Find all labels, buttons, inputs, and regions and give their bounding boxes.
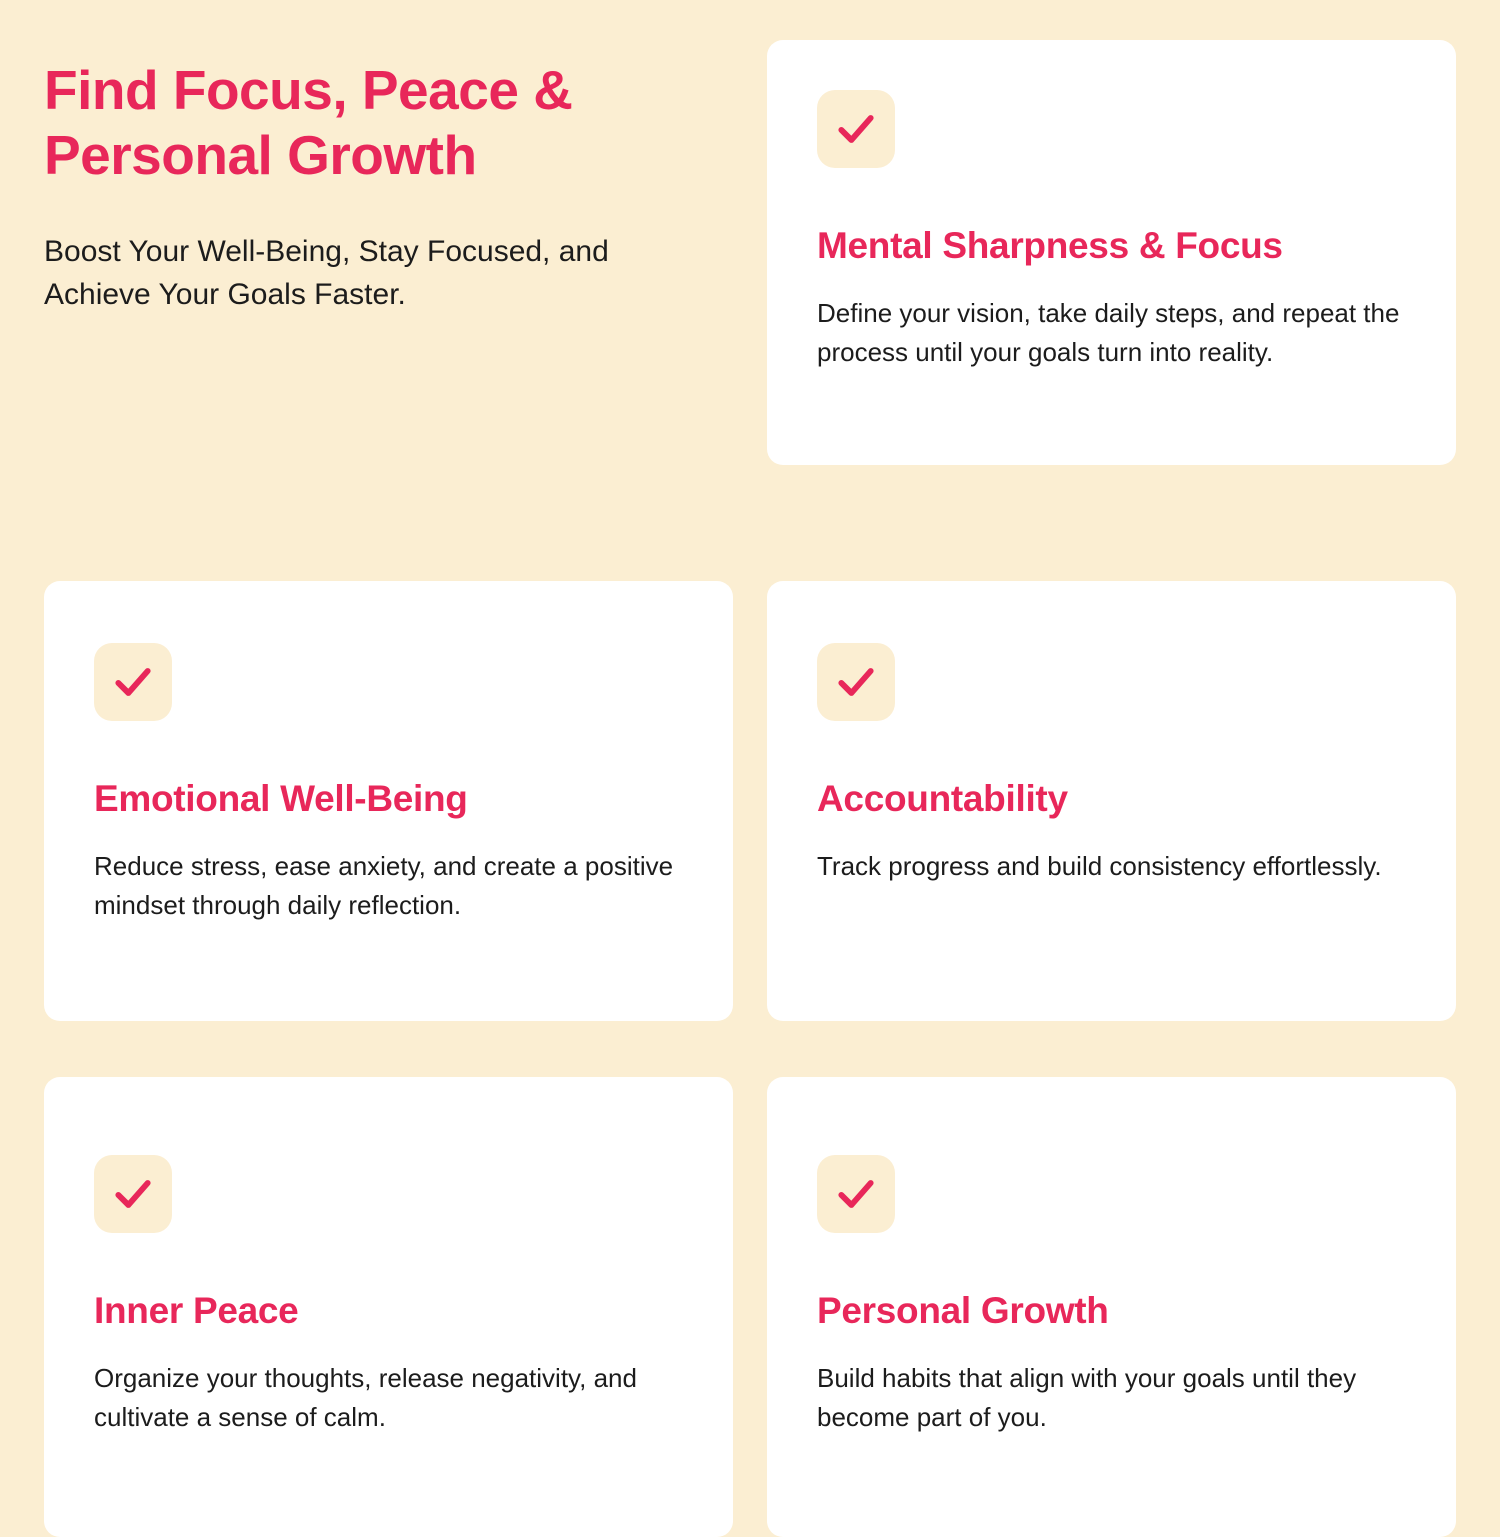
card-description: Track progress and build consistency effortlessly. bbox=[817, 851, 1382, 882]
benefit-card-accountability bbox=[767, 581, 1456, 1021]
card-description: Organize your thoughts, release negativity, and cultivate a sense of calm. bbox=[94, 1363, 637, 1433]
benefit-card-inner-peace bbox=[44, 1077, 733, 1537]
page-title: Find Focus, Peace & Personal Growth bbox=[44, 59, 573, 186]
card-description: Build habits that align with your goals until they become part of you. bbox=[817, 1363, 1357, 1433]
check-icon bbox=[94, 1155, 172, 1233]
page-subtitle: Boost Your Well-Being, Stay Focused, and Achieve Your Goals Faster. bbox=[44, 234, 609, 312]
check-icon bbox=[817, 1155, 895, 1233]
card-title: Personal Growth bbox=[817, 1290, 1109, 1331]
card-description: Define your vision, take daily steps, and repeat the process until your goals turn into reality. bbox=[817, 298, 1400, 368]
card-title: Inner Peace bbox=[94, 1290, 299, 1331]
benefit-card-emotional-well-being bbox=[44, 581, 733, 1021]
check-icon bbox=[817, 90, 895, 168]
card-description: Reduce stress, ease anxiety, and create a positive mindset through daily reflection. bbox=[94, 851, 674, 921]
card-title: Emotional Well-Being bbox=[94, 778, 468, 819]
check-icon bbox=[817, 643, 895, 721]
card-title: Accountability bbox=[817, 778, 1068, 819]
card-title: Mental Sharpness & Focus bbox=[817, 225, 1283, 266]
benefit-card-mental-sharpness bbox=[767, 40, 1456, 465]
intro-block bbox=[44, 40, 733, 525]
check-icon bbox=[94, 643, 172, 721]
benefit-card-personal-growth bbox=[767, 1077, 1456, 1537]
